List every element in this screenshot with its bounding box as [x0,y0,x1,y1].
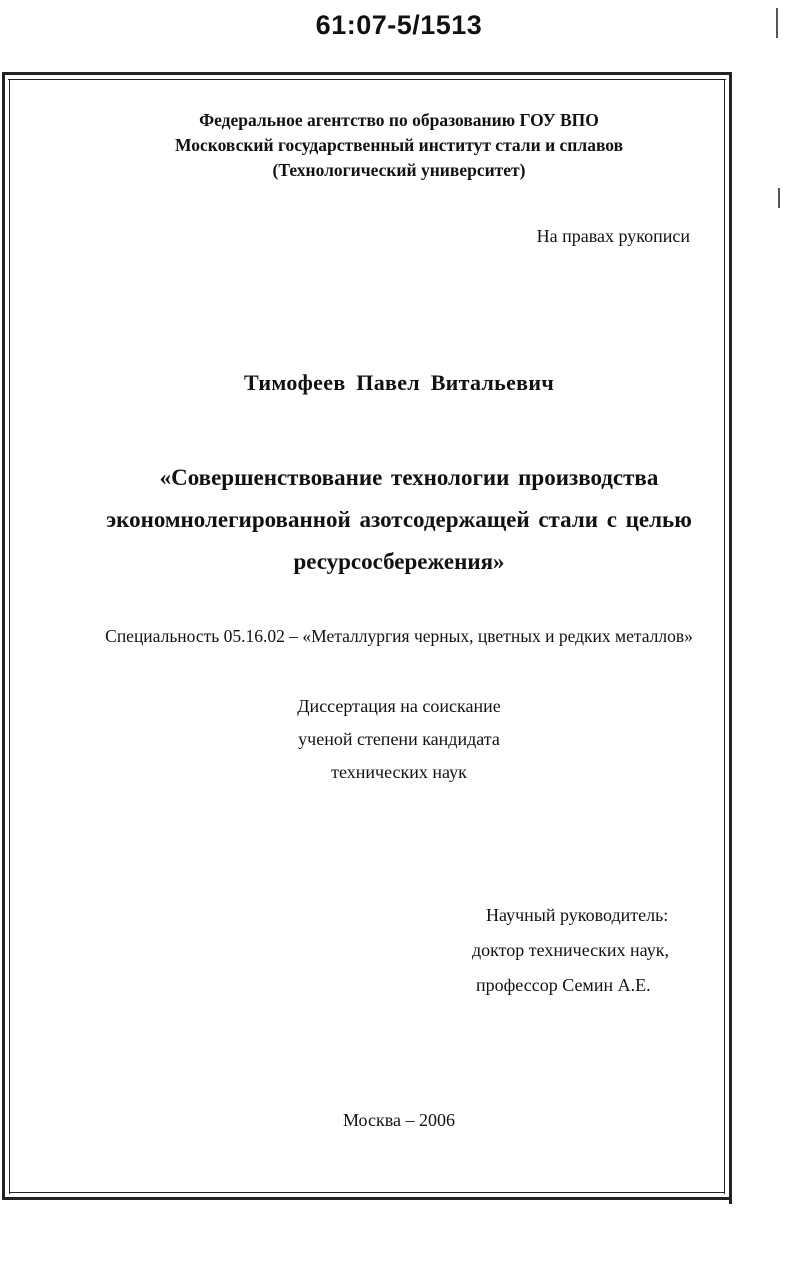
university-subtitle: (Технологический университет) [272,160,526,180]
title-line-3: ресурсосбережения» [293,549,505,574]
degree-line-2: ученой степени кандидата [298,729,500,749]
institution-header [0,108,798,183]
supervisor-name: профессор Семин А.Е. [476,975,651,995]
catalog-code: 61:07-5/1513 [315,10,483,40]
title-line-1: «Совершенствование технологии производства [159,465,659,490]
agency-name: Федеральное агентство по образованию ГОУ ВПО [199,110,599,130]
scan-mark-middle [778,188,780,208]
dissertation-degree [0,690,798,789]
institute-name: Московский государственный институт стали и сплавов [174,135,624,155]
frame-bottom-border-inner [9,1192,725,1193]
degree-line-1: Диссертация на соискание [297,696,501,716]
supervisor-label: Научный руководитель: [486,905,669,925]
frame-top-border-inner [8,79,726,80]
city-year: Москва – 2006 [343,1110,455,1130]
manuscript-rights: На правах рукописи [536,226,690,246]
supervisor [472,898,669,1003]
specialty: Специальность 05.16.02 – «Металлургия черных, цветных и редких металлов» [105,626,693,646]
scan-mark-top [776,8,778,38]
frame-top-border [2,72,732,75]
frame-bottom-border [2,1197,732,1200]
title-line-2: экономнолегированной азотсодержащей стали с целью [106,507,692,532]
degree-line-3: технических наук [331,762,467,782]
dissertation-title [0,457,798,583]
supervisor-degree: доктор технических наук, [472,940,669,960]
author-name: Тимофеев Павел Витальевич [243,370,555,395]
